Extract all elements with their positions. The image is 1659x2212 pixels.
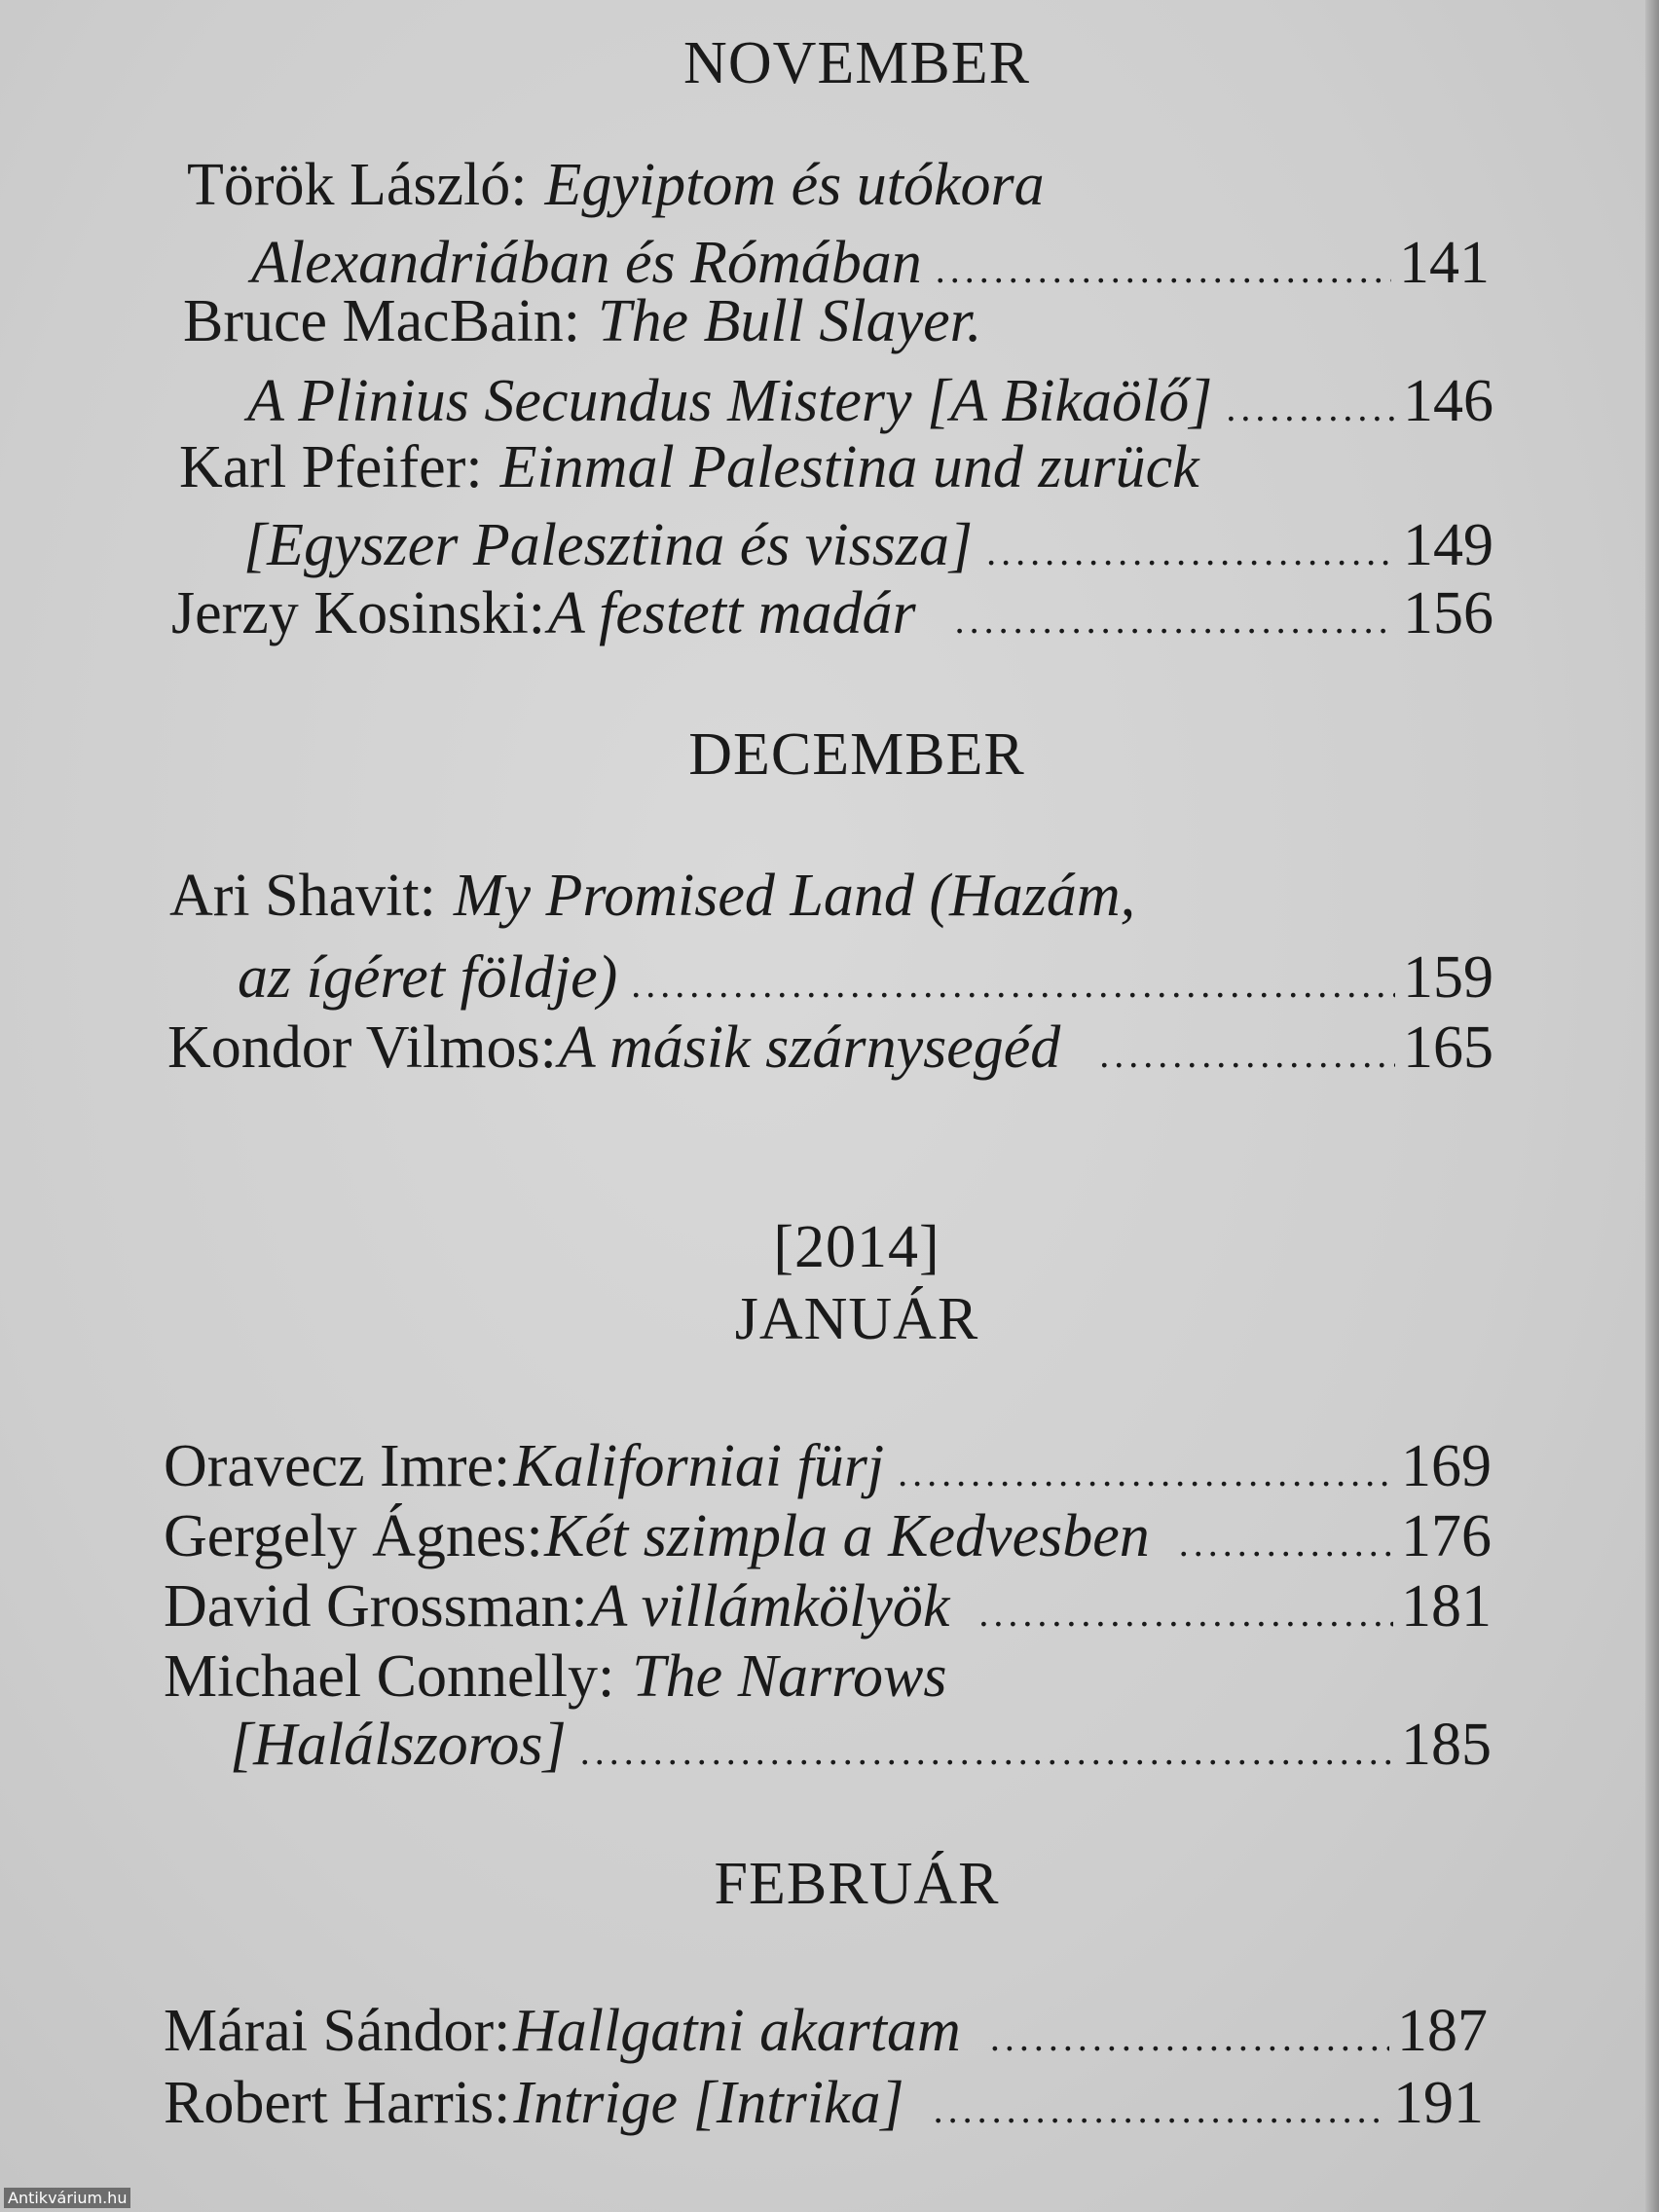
toc-entry [0, 1567, 1659, 1645]
toc-entry-continuation [0, 506, 1659, 584]
entry-page-number: 156 [1403, 580, 1493, 646]
entry-title: Kaliforniai fürj [513, 1433, 885, 1499]
entry-page-number: 187 [1397, 1998, 1488, 2064]
entry-author: David Grossman: [164, 1573, 588, 1640]
entry-title: Hallgatni akartam [512, 1998, 961, 2064]
entry-author: Jerzy Kosinski: [171, 580, 546, 646]
entry-page-number: 146 [1403, 368, 1493, 434]
entry-page-number: 159 [1403, 944, 1493, 1011]
toc-entry [0, 857, 1659, 935]
entry-author: Michael Connelly: [164, 1643, 615, 1710]
toc-entry [0, 428, 1659, 506]
year-heading: [2014] [773, 1214, 940, 1280]
entry-title: Két szimpla a Kedvesben [544, 1503, 1150, 1569]
toc-entry [0, 1638, 1659, 1715]
toc-entry [0, 1427, 1659, 1505]
entry-author: Oravecz Imre: [164, 1433, 511, 1499]
leader-dots [955, 581, 1395, 659]
entry-title: Egyiptom és utókora [544, 152, 1045, 218]
section-heading-november: NOVEMBER [683, 30, 1030, 96]
entry-title: A villámkölyök [590, 1573, 950, 1640]
toc-entry [0, 282, 1659, 360]
toc-entry [0, 146, 1659, 224]
entry-author: Török László: [187, 152, 528, 218]
entry-title-continued: [Halálszoros] [230, 1712, 567, 1778]
entry-title: Intrige [Intrika] [513, 2070, 904, 2136]
entry-title: Einmal Palestina und zurück [499, 434, 1199, 500]
entry-title: My Promised Land (Hazám, [453, 863, 1136, 929]
toc-entry-continuation [0, 1706, 1659, 1784]
entry-title: The Narrows [632, 1643, 947, 1710]
toc-entry-continuation [0, 939, 1659, 1016]
entry-author: Kondor Vilmos: [167, 1014, 557, 1081]
entry-page-number: 169 [1401, 1433, 1492, 1499]
entry-page-number: 141 [1399, 230, 1490, 296]
section-heading-februar: FEBRUÁR [714, 1851, 1000, 1917]
entry-title-continued: az ígéret földje) [238, 944, 618, 1011]
entry-title-continued: A Plinius Secundus Mistery [A Bikaölő] [247, 368, 1213, 434]
entry-author: Robert Harris: [164, 2070, 511, 2136]
watermark: Antikvárium.hu [4, 2188, 130, 2208]
entry-page-number: 181 [1401, 1573, 1492, 1640]
entry-title-continued: Alexandriában és Rómában [251, 230, 922, 296]
entry-author: Bruce MacBain: [183, 288, 581, 354]
page-spine-shadow [1645, 0, 1659, 2212]
toc-entry [0, 1497, 1659, 1575]
entry-author: Gergely Ágnes: [164, 1503, 543, 1569]
entry-author: Karl Pfeifer: [179, 434, 483, 500]
entry-page-number: 149 [1403, 512, 1493, 578]
entry-page-number: 185 [1401, 1712, 1492, 1778]
toc-entry [0, 2064, 1659, 2142]
toc-entry [0, 1992, 1659, 2070]
entry-title-continued: [Egyszer Palesztina és vissza] [243, 512, 974, 578]
entry-author: Márai Sándor: [164, 1998, 511, 2064]
toc-entry [0, 574, 1659, 652]
section-heading-december: DECEMBER [688, 721, 1025, 788]
entry-title: The Bull Slayer. [598, 288, 982, 354]
leader-dots [580, 1713, 1393, 1790]
leader-dots [1099, 1015, 1395, 1093]
entry-page-number: 191 [1393, 2070, 1484, 2136]
entry-title: A festett madár [547, 580, 916, 646]
entry-page-number: 165 [1402, 1014, 1493, 1081]
entry-page-number: 176 [1401, 1503, 1492, 1569]
leader-dots [934, 2071, 1385, 2149]
entry-author: Ari Shavit: [169, 863, 436, 929]
toc-entry [0, 1009, 1659, 1087]
entry-title: A másik szárnysegéd [558, 1014, 1061, 1081]
section-heading-januar: JANUÁR [734, 1286, 979, 1352]
